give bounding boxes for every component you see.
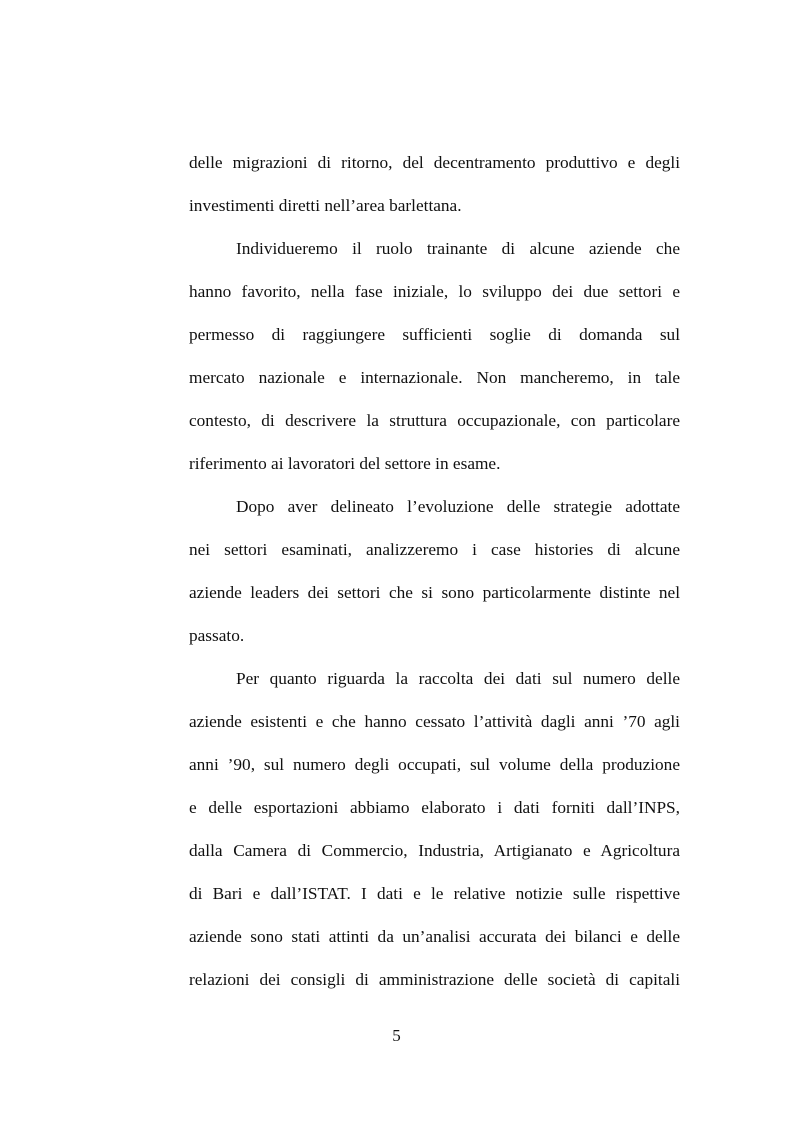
paragraph-first-line: Individueremo il ruolo trainante di alcune aziende che	[236, 239, 680, 258]
text-line: relazioni dei consigli di amministrazione delle società di capitali	[189, 970, 680, 989]
text-line: investimenti diretti nell’area barlettana.	[189, 196, 462, 215]
text-line: aziende leaders dei settori che si sono particolarmente distinte nel	[189, 583, 680, 602]
paragraph-first-line: Per quanto riguarda la raccolta dei dati sul numero delle	[236, 669, 680, 688]
text-line: hanno favorito, nella fase iniziale, lo sviluppo dei due settori e	[189, 282, 680, 301]
body-text	[189, 146, 680, 1006]
text-line: contesto, di descrivere la struttura occupazionale, con particolare	[189, 411, 680, 430]
text-line: e delle esportazioni abbiamo elaborato i dati forniti dall’INPS,	[189, 798, 680, 817]
text-line: permesso di raggiungere sufficienti soglie di domanda sul	[189, 325, 680, 344]
text-line: passato.	[189, 626, 245, 645]
text-line: dalla Camera di Commercio, Industria, Artigianato e Agricoltura	[189, 841, 680, 860]
text-line: aziende esistenti e che hanno cessato l’attività dagli anni ’70 agli	[189, 712, 680, 731]
text-line: riferimento ai lavoratori del settore in esame.	[189, 454, 501, 473]
page-number: 5	[392, 1026, 401, 1045]
text-line: nei settori esaminati, analizzeremo i case histories di alcune	[189, 540, 680, 559]
text-line: di Bari e dall’ISTAT. I dati e le relative notizie sulle rispettive	[189, 884, 680, 903]
text-line: delle migrazioni di ritorno, del decentramento produttivo e degli	[189, 153, 680, 172]
text-line: anni ’90, sul numero degli occupati, sul volume della produzione	[189, 755, 680, 774]
paragraph-first-line: Dopo aver delineato l’evoluzione delle strategie adottate	[236, 497, 680, 516]
text-line: aziende sono stati attinti da un’analisi accurata dei bilanci e delle	[189, 927, 680, 946]
text-line: mercato nazionale e internazionale. Non mancheremo, in tale	[189, 368, 680, 387]
